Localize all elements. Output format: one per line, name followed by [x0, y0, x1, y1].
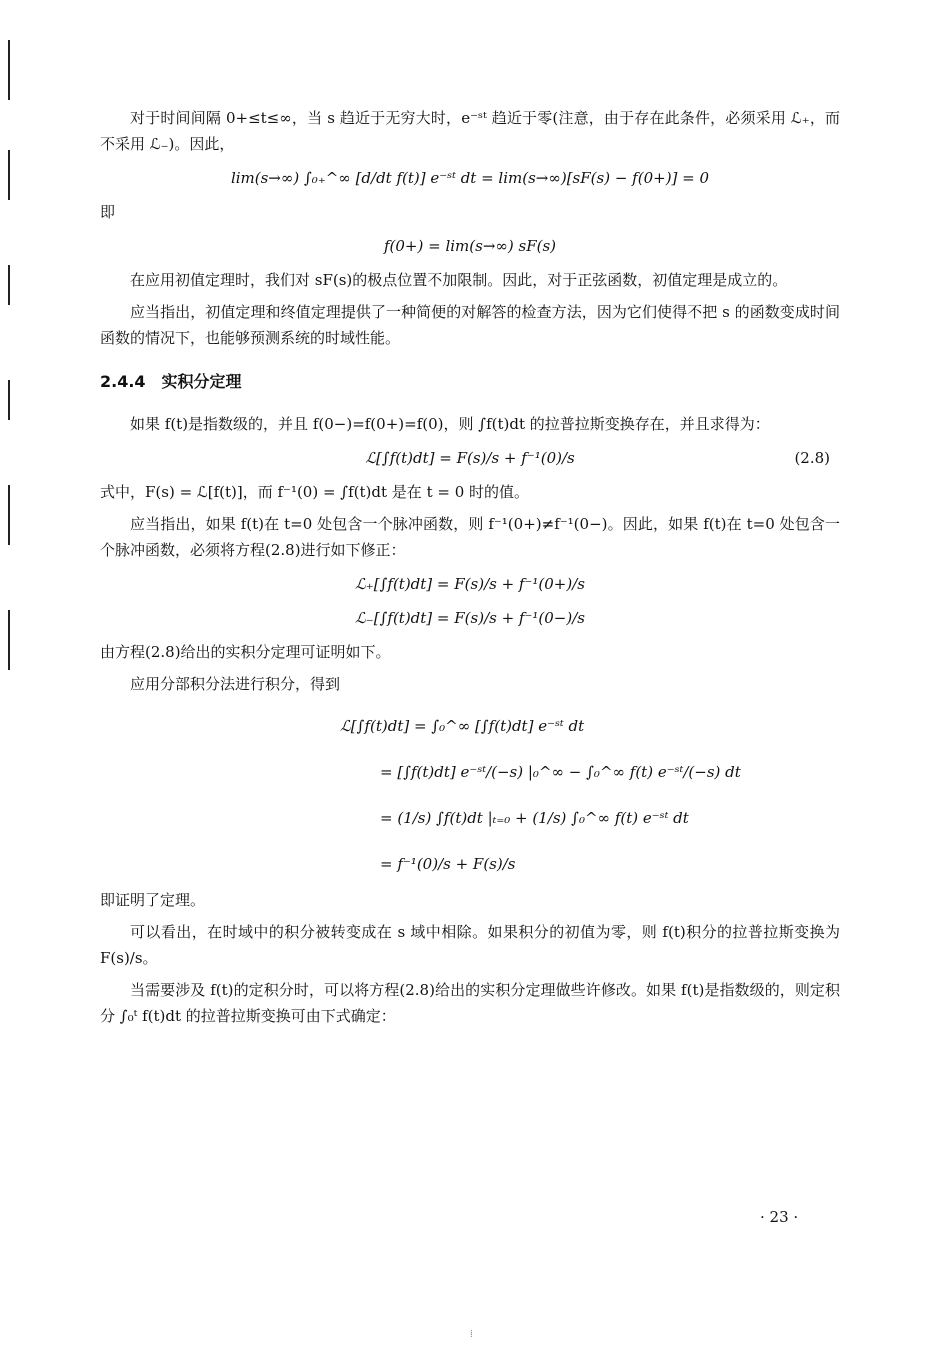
- section-title: 2.4.4 实积分定理: [100, 372, 242, 391]
- paragraph: 对于时间间隔 0+≤t≤∞，当 s 趋近于无穷大时，e⁻ˢᵗ 趋近于零(注意，由于存在此条件，必须采用 ℒ₊，而不采用 ℒ₋)。因此，: [100, 109, 840, 153]
- page-number: · 23 ·: [760, 1208, 799, 1226]
- page-content: [100, 105, 840, 1035]
- equation: f(0+) = lim(s→∞) sF(s): [383, 237, 557, 255]
- paragraph: 应用分部积分法进行积分，得到: [130, 675, 341, 693]
- paragraph: 由方程(2.8)给出的实积分定理可证明如下。: [100, 643, 391, 661]
- equation: ℒ₋[∫f(t)dt] = F(s)/s + f⁻¹(0−)/s: [355, 609, 585, 627]
- paragraph: 即证明了定理。: [100, 891, 206, 909]
- scan-edge: [8, 380, 10, 420]
- paragraph: 应当指出，如果 f(t)在 t=0 处包含一个脉冲函数，则 f⁻¹(0+)≠f⁻¹(0−)。因此，如果 f(t)在 t=0 处包含一个脉冲函数，必须将方程(2.8)进行如下修正：: [100, 515, 840, 559]
- equation: ℒ₊[∫f(t)dt] = F(s)/s + f⁻¹(0+)/s: [355, 575, 585, 593]
- scan-edge: [8, 150, 10, 200]
- scan-mark: ⁞: [470, 1329, 473, 1340]
- paragraph: 可以看出，在时域中的积分被转变成在 s 域中相除。如果积分的初值为零，则 f(t)积分的拉普拉斯变换为 F(s)/s。: [100, 923, 840, 967]
- proof-line: ℒ[∫f(t)dt] = ∫₀^∞ [∫f(t)dt] e⁻ˢᵗ dt: [340, 717, 585, 735]
- equation-2-8: [100, 445, 840, 471]
- scan-edge: [8, 610, 10, 670]
- paragraph: 当需要涉及 f(t)的定积分时，可以将方程(2.8)给出的实积分定理做些许修改。如果 f(t)是指数级的，则定积分 ∫₀ᵗ f(t)dt 的拉普拉斯变换可由下式确定：: [100, 981, 840, 1025]
- paragraph: 如果 f(t)是指数级的，并且 f(0−)=f(0+)=f(0)，则 ∫f(t)dt 的拉普拉斯变换存在，并且求得为：: [130, 415, 770, 433]
- scan-edge: [8, 265, 10, 305]
- paragraph: 式中，F(s) = ℒ[f(t)]，而 f⁻¹(0) = ∫f(t)dt 是在 t = 0 时的值。: [100, 483, 530, 501]
- paragraph: 在应用初值定理时，我们对 sF(s)的极点位置不加限制。因此，对于正弦函数，初值定理是成立的。: [130, 271, 788, 289]
- equation-number: (2.8): [794, 449, 830, 467]
- proof-line: = f⁻¹(0)/s + F(s)/s: [380, 855, 516, 873]
- scan-edge: [8, 40, 10, 100]
- proof-line: = [∫f(t)dt] e⁻ˢᵗ/(−s) |₀^∞ − ∫₀^∞ f(t) e⁻ˢᵗ/(−s) dt: [380, 763, 741, 781]
- paragraph: 即: [100, 203, 116, 221]
- scan-edge: [8, 485, 10, 545]
- equation: lim(s→∞) ∫₀₊^∞ [d/dt f(t)] e⁻ˢᵗ dt = lim(s→∞)[sF(s) − f(0+)] = 0: [230, 169, 710, 187]
- equation: ℒ[∫f(t)dt] = F(s)/s + f⁻¹(0)/s: [365, 449, 575, 467]
- paragraph: 应当指出，初值定理和终值定理提供了一种简便的对解答的检查方法，因为它们使得不把 s 的函数变成时间函数的情况下，也能够预测系统的时域性能。: [100, 303, 840, 347]
- proof-line: = (1/s) ∫f(t)dt |ₜ₌₀ + (1/s) ∫₀^∞ f(t) e⁻ˢᵗ dt: [380, 809, 689, 827]
